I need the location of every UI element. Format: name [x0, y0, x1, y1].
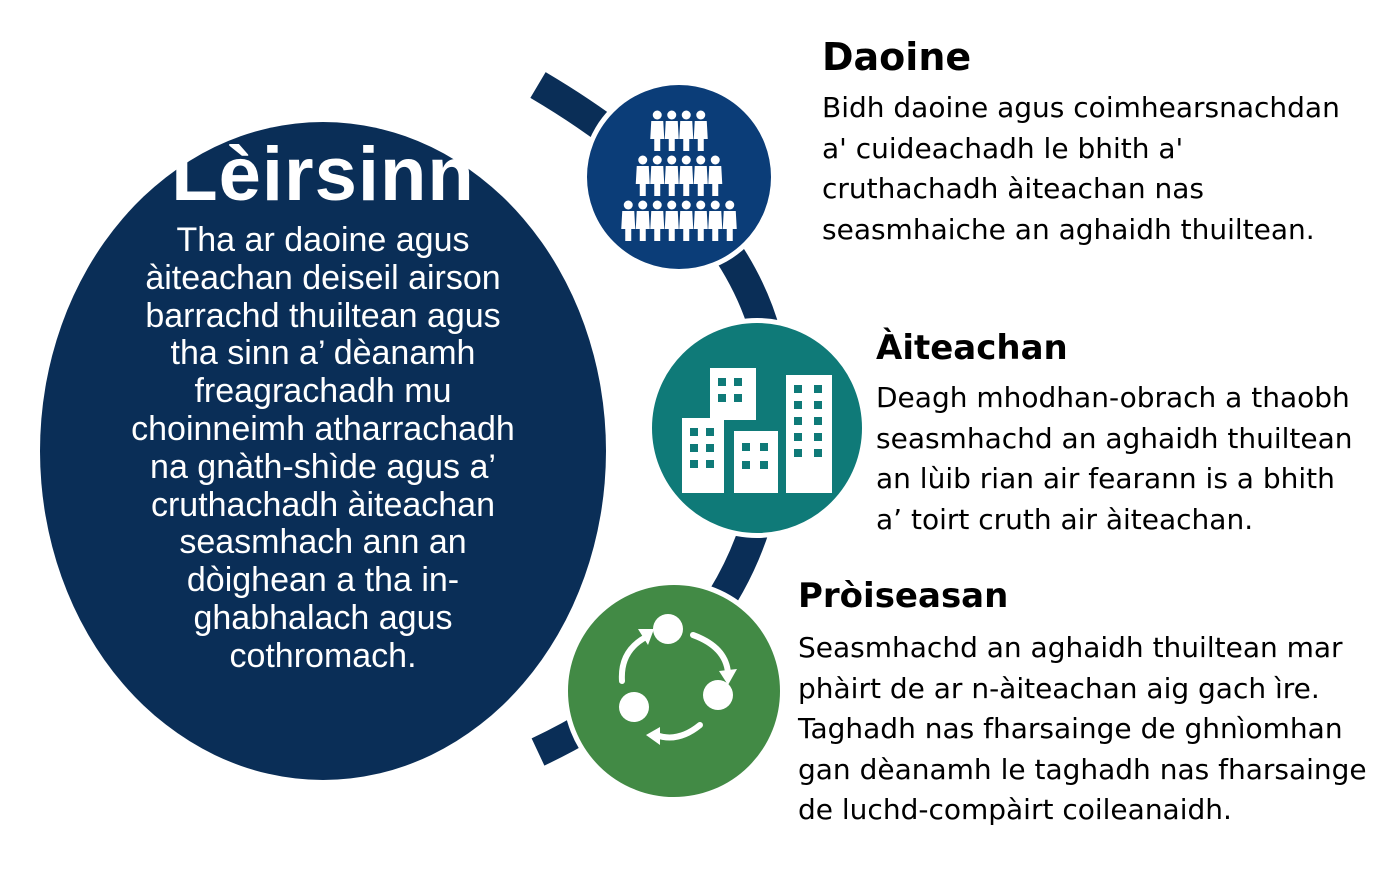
people-icon: [587, 85, 771, 269]
people-circle: [582, 80, 776, 274]
buildings-icon: [652, 323, 862, 533]
people-heading: Daoine: [822, 35, 972, 79]
cycle-icon: [568, 585, 780, 797]
places-text: Deagh mhodhan-obrach a thaobh seasmhachd an aghaidh thuiltean an lùib rian air fearann is a bhith a’ toirt cruth air àiteachan.: [876, 381, 1353, 536]
process-circle: [563, 580, 785, 802]
places-heading: Àiteachan: [876, 328, 1068, 368]
process-text: Seasmhachd an aghaidh thuiltean mar phàirt de ar n-àiteachan aig gach ìre. Taghadh nas fharsainge de ghnìomhan gan dèanamh le taghadh nas fharsainge de luchd-compàirt coileanaidh.: [798, 631, 1367, 826]
vision-text: Tha ar daoine agus àiteachan deiseil airson barrachd thuiltean agus tha sinn a’ dèanamh freagrachadh mu choinneimh atharrachadh na gnàth-shìde agus a’ cruthachadh àiteachan seasmhach ann an dòighean a tha in-ghabhalach agus cothromach.: [131, 221, 515, 675]
people-text: Bidh daoine agus coimhearsnachdan a' cuideachadh le bhith a' cruthachadh àiteachan nas seasmhaiche an aghaidh thuiltean.: [822, 91, 1340, 246]
vision-title: Lèirsinn: [171, 132, 475, 217]
process-heading: Pròiseasan: [798, 576, 1009, 616]
places-circle: [647, 318, 867, 538]
